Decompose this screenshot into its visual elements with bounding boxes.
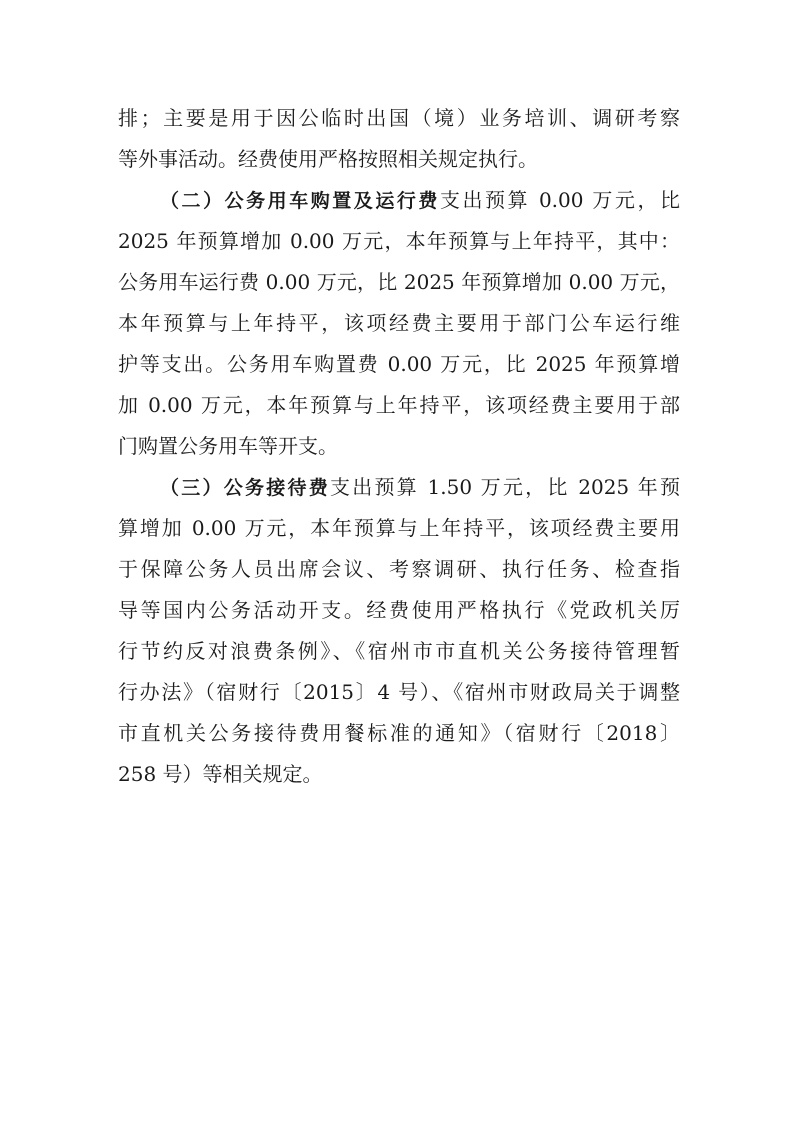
section-two-heading: （二）公务用车购置及运行费 <box>160 190 440 212</box>
section-three-line-2: 算增加 0.00 万元，本年预算与上年持平，该项经费主要用 <box>118 516 680 540</box>
section-two-line-7: 门购置公务用车等开支。 <box>118 434 338 458</box>
section-three-line-7: 市直机关公务接待费用餐标准的通知》（宿财行〔2018〕 <box>118 721 680 745</box>
section-three-line-8: 258 号）等相关规定。 <box>118 762 323 786</box>
section-two-line-4: 本年预算与上年持平，该项经费主要用于部门公车运行维 <box>118 311 680 335</box>
section-three-line-4: 导等国内公务活动开支。经费使用严格执行《党政机关厉 <box>118 598 680 622</box>
section-two-line-3: 公务用车运行费 0.00 万元，比 2025 年预算增加 0.00 万元， <box>118 270 680 294</box>
section-two-first-line <box>160 180 680 221</box>
section-two-line-6: 加 0.00 万元，本年预算与上年持平，该项经费主要用于部 <box>118 393 680 417</box>
intro-line-2: 等外事活动。经费使用严格按照相关规定执行。 <box>118 147 538 171</box>
section-three-first-line <box>160 467 680 508</box>
section-three-line-6: 行办法》（宿财行〔2015〕4 号）、《宿州市财政局关于调整 <box>118 680 680 704</box>
intro-line-1: 排；主要是用于因公临时出国（境）业务培训、调研考察 <box>118 106 680 130</box>
section-three-line-3: 于保障公务人员出席会议、考察调研、执行任务、检查指 <box>118 557 680 581</box>
section-three-line-5: 行节约反对浪费条例》、《宿州市市直机关公务接待管理暂 <box>118 639 680 663</box>
section-three-first-line-rest: 支出预算 1.50 万元，比 2025 年预 <box>329 475 680 499</box>
section-two-line-5: 护等支出。公务用车购置费 0.00 万元，比 2025 年预算增 <box>118 352 680 376</box>
section-three-heading: （三）公务接待费 <box>160 477 330 499</box>
section-two-first-line-rest: 支出预算 0.00 万元，比 <box>439 188 680 212</box>
section-two-line-2: 2025 年预算增加 0.00 万元，本年预算与上年持平，其中： <box>118 229 680 253</box>
